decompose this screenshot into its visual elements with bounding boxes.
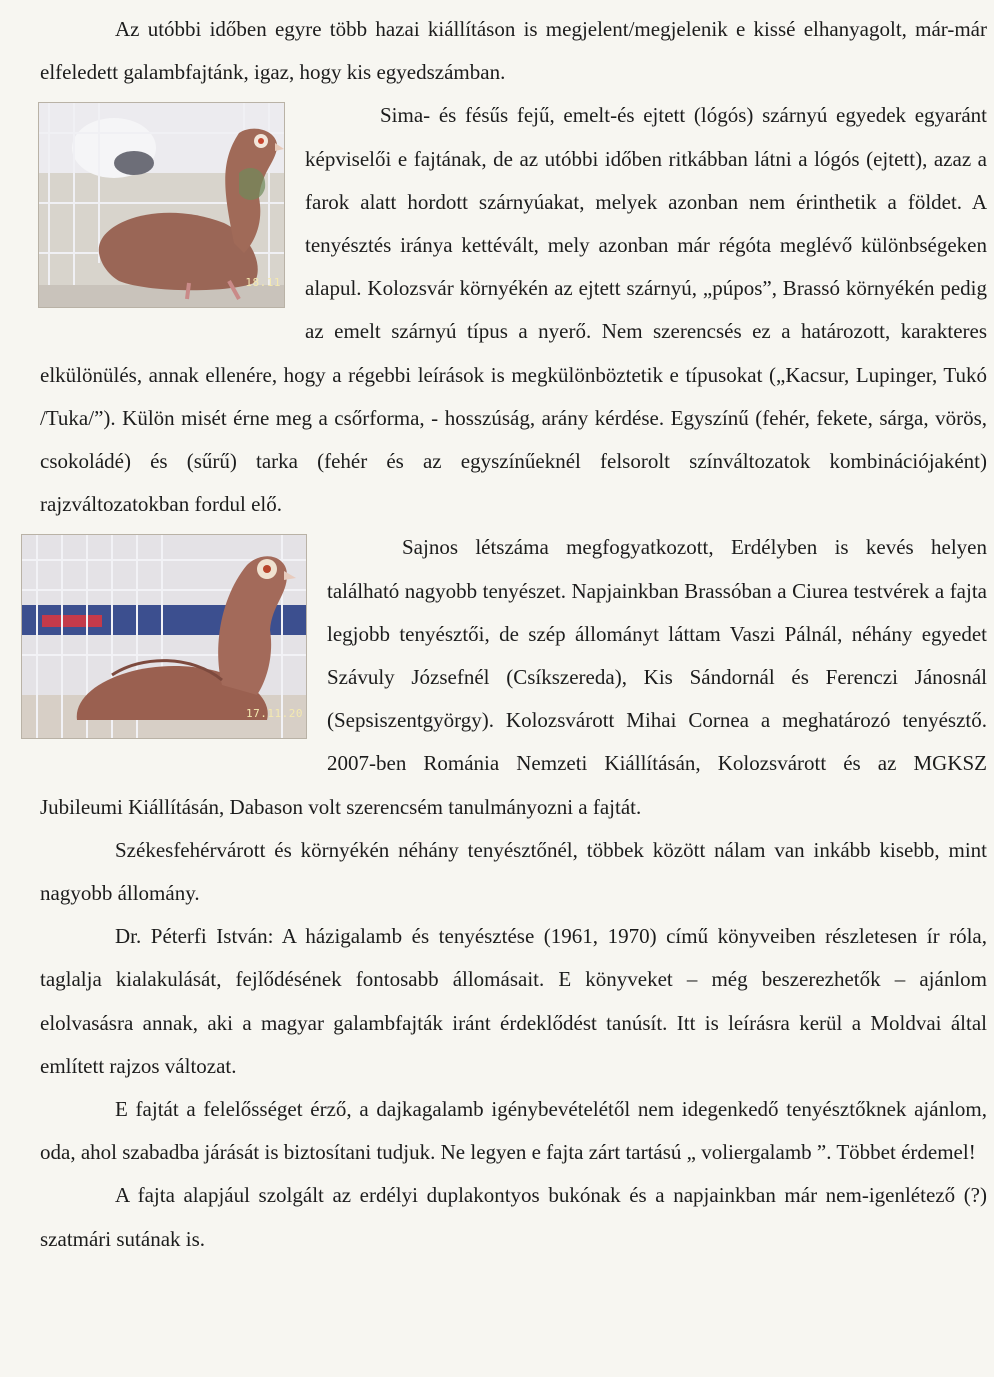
paragraph-szekesfehervar: Székesfehérvárott és környékén néhány tenyésztőnél, többek között nálam van inkább kisebb, mint nagyobb állomány. [40, 837, 987, 906]
pigeon-photo-2 [21, 534, 307, 739]
paragraph-origin: A fajta alapjául szolgált az erdélyi duplakontyos bukónak és a napjainkban már nem-igenlétező (?) szatmári sutának is. [40, 1183, 987, 1251]
paragraph-varieties: Sima- és fésűs fejű, emelt-és ejtett (lógós) szárnyú egyedek egyaránt képviselői e fajtának, de az utóbbi időben ritkábban látni a lógós (ejtett), azaz a farok alatt hordott szárnyúakat, melyek azonban nem érinthetik a földet. A tenyésztés iránya kettévált, mely azonban már régóta meglévő különbségeken alapul. Kolozsvár környékén az ejtett szárnyú, „púpos”, Brassó környékén pedig az emelt szárnyú típus a nyerő. Nem szerencsés ez a határozott, karakteres elkülönülés, annak ellenére, hogy a régebbi leírások is megkülönböztetik e típusokat („Kacsur, Lupinger, Tukó /Tuka/”). Külön misét érne meg a csőrforma, - hosszúság, arány kérdése. Egyszínű (fehér, fekete, sárga, vörös, csokoládé) és (sűrű) tarka (fehér és az egyszínűeknél felsorolt színváltozatok kombinációjaként) rajzváltozatokban fordul elő. [40, 103, 987, 517]
paragraph-breeders: Sajnos létszáma megfogyatkozott, Erdélyben is kevés helyen található nagyobb tenyészet. Napjainkban Brassóban a Ciurea testvérek a fajta legjobb tenyésztői, de szép állományt láttam Vaszi Pálnál, néhány egyedet Szávuly Józsefnél (Csíkszereda), Kis Sándornál és Ferenczi Jánosnál (Sepsiszentgyörgy). Kolozsvárott Mihai Cornea a meghatározó tenyésztő. 2007-ben Románia Nemzeti Kiállításán, Kolozsvárott és az MGKSZ Jubileumi Kiállításán, Dabason volt szerencsém tanulmányozni a fajtát. [40, 535, 987, 819]
pigeon-photo-1 [38, 102, 285, 308]
photo-date-stamp: 18.11 [245, 276, 281, 290]
paragraph-literature: Dr. Péterfi István: A házigalamb és tenyésztése (1961, 1970) című könyveiben részletesen ír róla, taglalja kialakulását, fejlődésének fontosabb állomásait. E könyveket – még beszerezhetők – ajánlom elolvasásra annak, aki a magyar galambfajták iránt érdeklődést tanúsít. Itt is leírásra kerül a Moldvai által említett rajzos változat. [40, 924, 987, 1078]
paragraph-recommendation: E fajtát a felelősséget érző, a dajkagalamb igénybevételétől nem idegenkedő tenyésztőknek ajánlom, oda, ahol szabadba járását is biztosítani tudjuk. Ne legyen e fajta zárt tartású „ voliergalamb ”. Többet érdemel! [40, 1097, 987, 1165]
photo-date-stamp: 17.11.20 [246, 707, 303, 721]
paragraph-intro: Az utóbbi időben egyre több hazai kiállításon is megjelent/megjelenik e kissé elhanyagolt, már-már elfeledett galambfajtánk, igaz, hogy kis egyedszámban. [40, 17, 987, 85]
article-text [40, 8, 987, 1261]
